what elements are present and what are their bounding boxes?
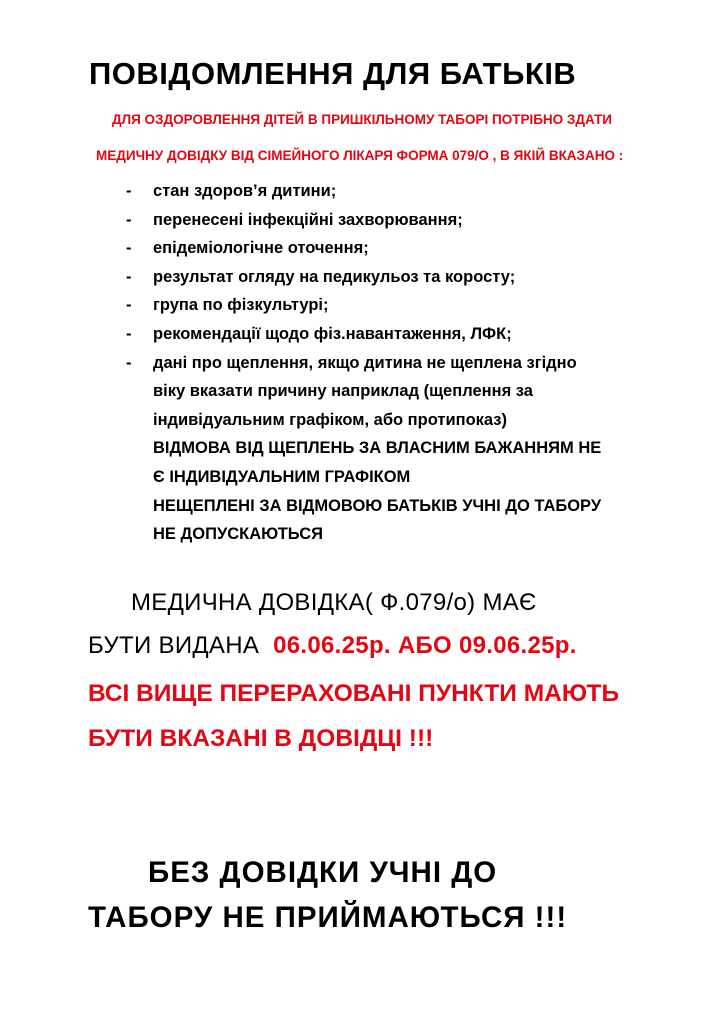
list-item-continuation: віку вказати причину наприклад (щеплення за [153, 382, 533, 401]
list-item-text: група по фізкультурі; [153, 296, 329, 315]
list-item-continuation: ВІДМОВА ВІД ЩЕПЛЕНЬ ЗА ВЛАСНИМ БАЖАННЯМ НЕ [153, 439, 602, 458]
list-marker: - [126, 210, 132, 229]
list-marker: - [126, 239, 132, 258]
list-item-text: рекомендації щодо фіз.навантаження, ЛФК; [153, 324, 512, 343]
list-item-continuation: Є ІНДИВІДУАЛЬНИМ ГРАФІКОМ [153, 467, 411, 486]
certificate-line-2 [88, 632, 577, 660]
final-notice-line-1: БЕЗ ДОВІДКИ УЧНІ ДО [148, 856, 498, 889]
warning-line-2: БУТИ ВКАЗАНІ В ДОВІДЦІ !!! [88, 725, 434, 752]
list-item [126, 206, 686, 235]
list-item-text: дані про щеплення, якщо дитина не щеплена згідно [153, 353, 577, 372]
list-item-text: стан здоров’я дитини; [153, 182, 337, 200]
list-marker: - [126, 324, 132, 343]
list-marker: - [126, 353, 132, 372]
page-title: ПОВІДОМЛЕННЯ ДЛЯ БАТЬКІВ [89, 56, 577, 91]
list-marker: - [126, 296, 132, 315]
requirements-list [126, 177, 686, 549]
intro-line-1: ДЛЯ ОЗДОРОВЛЕННЯ ДІТЕЙ В ПРИШКІЛЬНОМУ ТАБОРІ ПОТРІБНО ЗДАТИ [112, 112, 613, 127]
intro-line-2: МЕДИЧНУ ДОВІДКУ ВІД СІМЕЙНОГО ЛІКАРЯ ФОРМА 079/О , В ЯКІЙ ВКАЗАНО : [96, 148, 624, 163]
list-item-text: результат огляду на педикульоз та коросту; [153, 267, 516, 286]
list-item [126, 349, 686, 549]
list-item [126, 234, 686, 263]
list-item-continuation: НЕЩЕПЛЕНІ ЗА ВІДМОВОЮ БАТЬКІВ УЧНІ ДО ТАБОРУ [153, 496, 602, 515]
list-item [126, 291, 686, 320]
list-item [126, 320, 686, 349]
list-marker: - [126, 182, 132, 200]
warning-line-1: ВСІ ВИЩЕ ПЕРЕРАХОВАНІ ПУНКТИ МАЮТЬ [88, 680, 620, 707]
list-item-text: перенесені інфекційні захворювання; [153, 210, 463, 229]
list-marker: - [126, 267, 132, 286]
certificate-issue-label: БУТИ ВИДАНА [88, 632, 260, 659]
certificate-dates: 06.06.25р. АБО 09.06.25р. [273, 632, 577, 659]
list-item-continuation: індивідуальним графіком, або протипоказ) [153, 410, 508, 429]
certificate-line-1: МЕДИЧНА ДОВІДКА( Ф.079/о) МАЄ [131, 589, 537, 616]
final-notice-line-2: ТАБОРУ НЕ ПРИЙМАЮТЬСЯ !!! [88, 901, 568, 934]
list-item-continuation: НЕ ДОПУСКАЮТЬСЯ [153, 525, 324, 544]
list-item-text: епідеміологічне оточення; [153, 239, 369, 258]
list-item [126, 263, 686, 292]
list-item [126, 177, 686, 206]
